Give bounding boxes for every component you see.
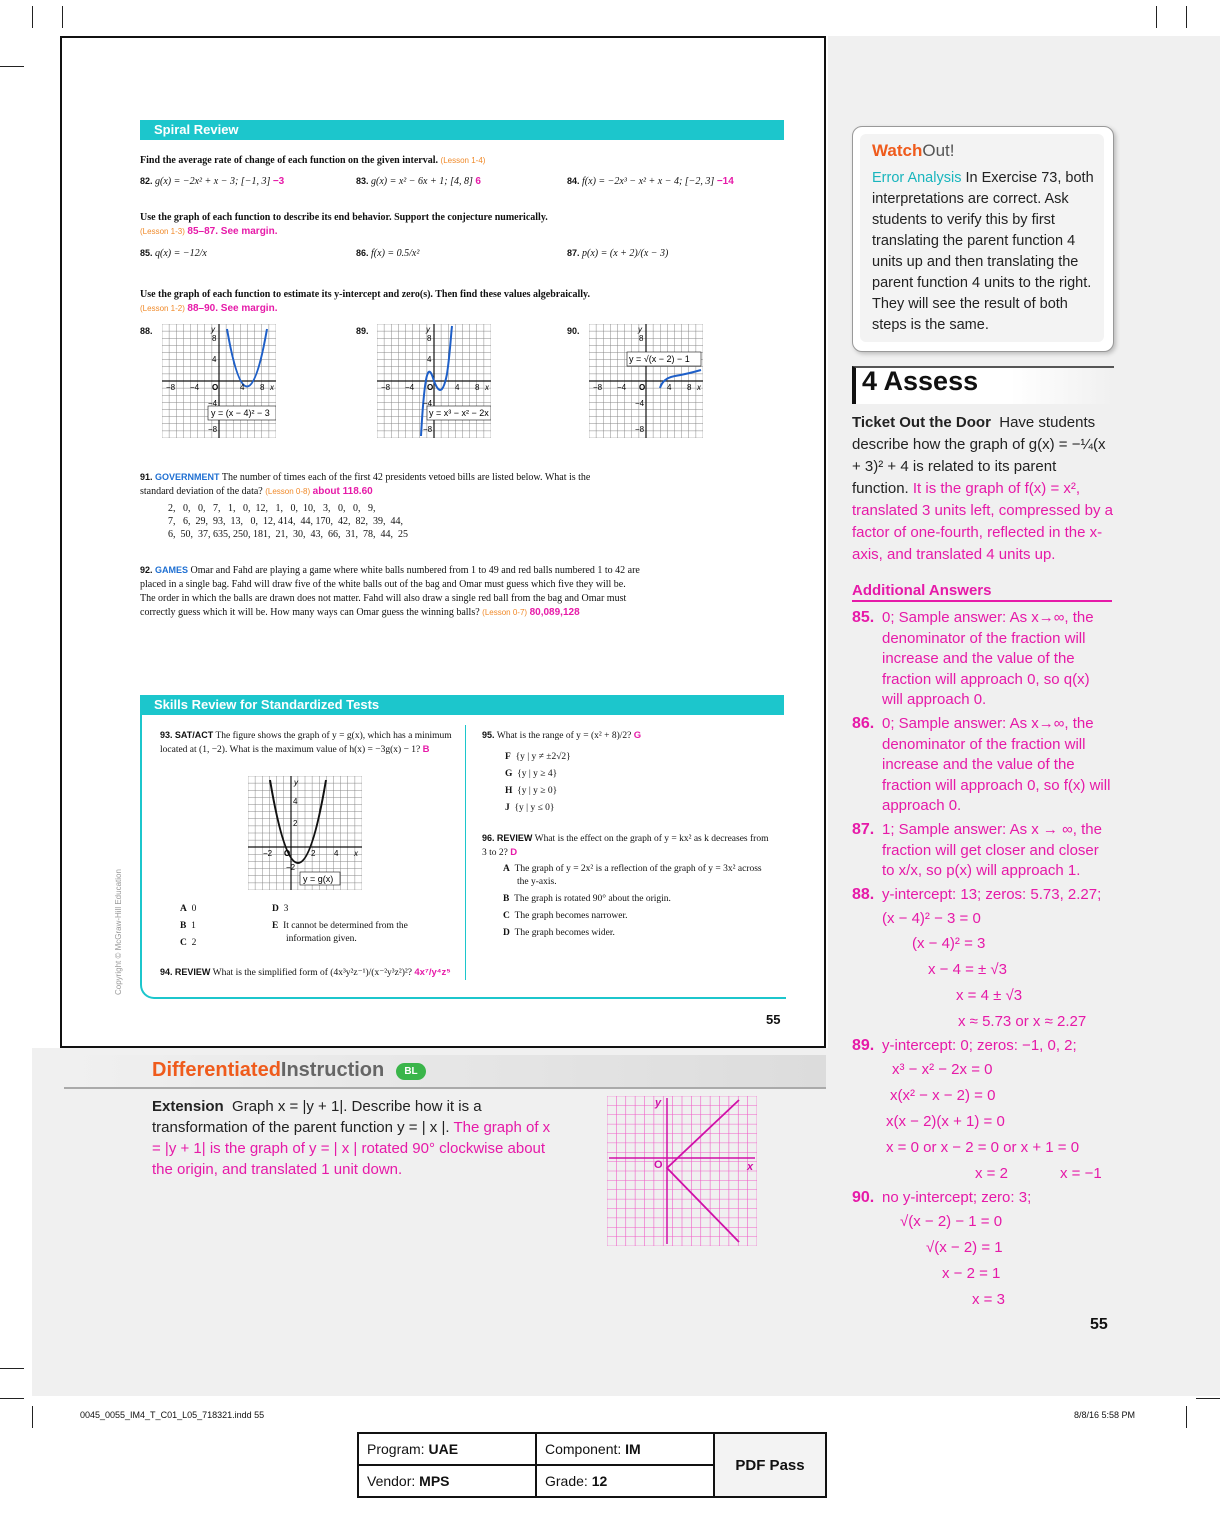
graph-90-number: 90. [567,326,580,336]
production-table [357,1432,827,1498]
choice-c[interactable]: C 2 [180,938,197,948]
problem-83: 83. g(x) = x² − 6x + 1; [4, 8] 6 [356,176,481,187]
column-divider [465,725,466,980]
answer-88: 88. y-intercept: 13; zeros: 5.73, 2.27; [852,886,1102,903]
answer-87: 87. 1; Sample answer: As x → ∞, the fraction will get closer and closer to x/x, so p(x) will approach 1. [852,821,1102,879]
choices-93-left [180,903,270,950]
crop-mark [0,1398,24,1399]
crop-mark [62,6,63,28]
extension-graph [607,1096,757,1246]
svg-text:O: O [427,383,434,392]
answer-89-step-3: x(x − 2)(x + 1) = 0 [886,1113,1005,1130]
graph-93-label: y = g(x) [303,874,334,884]
svg-text:y: y [211,325,215,334]
svg-text:O: O [654,1159,663,1171]
crop-mark [0,1368,24,1369]
problem-91: 91. GOVERNMENT The number of times each of the first 42 presidents vetoed bills are listed below. What is the standard deviation of the data? (Lesson 0-8) about 118.60 [140,472,591,497]
problem-85: 85. q(x) = −12/x [140,248,207,259]
svg-text:−4: −4 [190,383,200,392]
additional-answers-title: Additional Answers [852,582,1112,602]
teacher-page-number: 55 [1090,1316,1108,1333]
svg-text:−8: −8 [381,383,391,392]
svg-text:y: y [426,325,430,334]
pdf-pass-cell: PDF Pass [714,1433,826,1497]
svg-text:x: x [485,383,489,392]
choice-b[interactable]: B 1 [180,921,196,931]
crop-mark [0,66,24,67]
problem-82: 82. g(x) = −2x² + x − 3; [−1, 3] −3 [140,176,285,187]
veto-data-row-1: 2, 0, 0, 7, 1, 0, 12, 1, 0, 10, 3, 0, 0, 9, [168,503,376,514]
svg-text:−8: −8 [593,383,603,392]
svg-text:y: y [294,778,298,787]
grade-cell: Grade: 12 [536,1465,714,1497]
graph-93 [248,776,362,890]
choice-b-96[interactable]: B The graph is rotated 90° about the origin. [503,894,671,904]
svg-text:−2: −2 [263,849,273,858]
crop-mark [32,1406,33,1428]
svg-text:−8: −8 [635,425,645,434]
answer-90-step-1: √(x − 2) − 1 = 0 [900,1213,1003,1230]
problem-87: 87. p(x) = (x + 2)/(x − 3) [567,248,669,259]
answer-90: 90. no y-intercept; zero: 3; [852,1189,1032,1206]
crop-mark [32,6,33,28]
svg-text:4: 4 [427,355,432,364]
problem-96: 96. REVIEW What is the effect on the graph of y = kx² as k decreases from 3 to 2? D [482,833,769,858]
answer-89-step-4: x = 0 or x − 2 = 0 or x + 1 = 0 [886,1139,1080,1156]
crop-mark [1156,6,1157,28]
answer-88-step-1: (x − 4)² − 3 = 0 [882,910,981,927]
program-cell: Program: UAE [358,1433,536,1465]
problem-84: 84. f(x) = −2x³ − x² + x − 4; [−2, 3] −14 [567,176,734,187]
choice-a[interactable]: A 0 [180,904,197,914]
answer-86: 86. 0; Sample answer: As x→∞, the denominator of the fraction will increase and the value of the fraction will approach 0, so f(x) will approach 0. [852,715,1111,814]
svg-text:−4: −4 [405,383,415,392]
file-slug: 0045_0055_IM4_T_C01_L05_718321.indd 55 [80,1410,265,1420]
svg-text:4: 4 [334,849,339,858]
svg-text:8: 8 [427,334,432,343]
spiral-review-title: Spiral Review [154,122,239,137]
choice-e[interactable]: E It cannot be determined from the information given. [272,921,408,944]
answer-85: 85. 0; Sample answer: As x→∞, the denominator of the fraction will increase and the value of the fraction will approach 0, so q(x) will approach 0. [852,609,1094,708]
intro-85-87: Use the graph of each function to describe its end behavior. Support the conjecture numerically. (Lesson 1-3) 85–87. See margin. [140,212,548,237]
crop-mark [1196,1398,1220,1399]
svg-text:−8: −8 [423,425,433,434]
answer-89-step-5a: x = 2 [975,1165,1008,1182]
svg-text:4: 4 [293,797,298,806]
extension-text: Extension Graph x = |y + 1|. Describe how it is a transformation of the parent function y = | x |. The graph of x = |y + 1| is the graph of y = | x | rotated 90° clockwise about the origin, and translated 1 unit down. [152,1098,551,1178]
svg-text:x: x [354,849,358,858]
svg-text:8: 8 [475,383,480,392]
problem-93: 93. SAT/ACT The figure shows the graph of y = g(x), which has a minimum located at (1, −2). What is the maximum value of h(x) = −3g(x) − 1? B [160,730,452,755]
graph-88-label: y = (x − 4)² − 3 [211,408,270,418]
choice-g[interactable]: G {y | y ≥ 4} [505,769,558,779]
svg-text:4: 4 [455,383,460,392]
intro-82-84: Find the average rate of change of each function on the given interval. (Lesson 1-4) [140,155,486,166]
choice-d-96[interactable]: D The graph becomes wider. [503,928,615,938]
svg-text:−4: −4 [617,383,627,392]
choice-h[interactable]: H {y | y ≥ 0} [505,786,558,796]
svg-text:8: 8 [687,383,692,392]
answer-88-step-2: (x − 4)² = 3 [912,935,986,952]
choice-c-96[interactable]: C The graph becomes narrower. [503,911,628,921]
graph-90 [589,324,703,438]
svg-text:−4: −4 [635,399,645,408]
graph-90-label: y = √(x − 2) − 1 [629,354,690,364]
svg-text:8: 8 [260,383,265,392]
svg-text:x: x [747,1161,754,1173]
svg-text:−4: −4 [208,399,218,408]
problem-92: 92. GAMES Omar and Fahd are playing a game where white balls numbered from 1 to 49 and red balls numbered 1 to 42 are placed in a single bag. Fahd will draw five of the white balls out of the bag and Omar must guess which five they will be. The order in which the balls are drawn does not matter. Fahd will also draw a single red ball from the bag and Omar must correctly guess which it will be. How many ways can Omar guess the winning balls? (Lesson 0-7) 80,089,128 [140,565,640,618]
copyright: Copyright © McGraw-Hill Education [114,869,123,995]
answer-89: 89. y-intercept: 0; zeros: −1, 0, 2; [852,1037,1077,1054]
answer-89-step-5b: x = −1 [1060,1165,1102,1182]
answer-88-step-3: x − 4 = ± √3 [928,961,1008,978]
svg-text:−8: −8 [208,425,218,434]
svg-text:x: x [697,383,701,392]
graph-88 [162,324,276,438]
ticket-out-the-door: Ticket Out the Door Have students describe how the graph of g(x) = −¼(x + 3)² + 4 is related to its parent function. It is the graph of f(x) = x², translated 3 units left, compressed by a factor of one-fourth, reflected in the x-axis, and translated 4 units up. [852,414,1113,563]
answer-89-step-1: x³ − x² − 2x = 0 [892,1061,993,1078]
svg-text:O: O [212,383,219,392]
student-page-number: 55 [766,1012,781,1027]
watch-out-title: WatchOut! [872,141,955,160]
vendor-cell: Vendor: MPS [358,1465,536,1497]
choices-96 [503,863,765,940]
svg-text:2: 2 [293,819,298,828]
svg-text:x: x [270,383,274,392]
svg-text:4: 4 [667,383,672,392]
svg-text:y: y [638,325,642,334]
graph-89-number: 89. [356,326,369,336]
spiral-review-bar [140,120,784,140]
intro-88-90: Use the graph of each function to estimate its y-intercept and zero(s). Then find these values algebraically. (Lesson 1-2) 88–90. See margin. [140,289,590,314]
assess-title: 4 Assess [862,366,979,396]
svg-text:−2: −2 [286,863,296,872]
choice-j[interactable]: J {y | y ≤ 0} [505,803,555,813]
answer-90-step-3: x − 2 = 1 [942,1265,1001,1282]
svg-text:8: 8 [639,334,644,343]
svg-text:8: 8 [212,334,217,343]
choices-95 [505,751,785,815]
watch-out-text: Error Analysis In Exercise 73, both interpretations are correct. Ask students to verify this by first translating the parent function 4 units up and then translating the parent function 4 units to the right. They will see the result of both steps is the same. [872,170,1094,333]
veto-data-row-3: 6, 50, 37, 635, 250, 181, 21, 30, 43, 66, 31, 78, 44, 25 [168,529,408,540]
crop-mark [1186,1406,1187,1428]
graph-89 [377,324,491,438]
choices-93-right [272,903,452,946]
bl-badge: BL [396,1063,426,1080]
svg-text:4: 4 [240,383,245,392]
svg-text:O: O [639,383,646,392]
svg-text:O: O [284,849,291,858]
crop-mark [1186,6,1187,28]
answer-90-step-4: x = 3 [972,1291,1005,1308]
problem-94: 94. REVIEW What is the simplified form of (4x³y²z⁻¹)/(x⁻²y³z²)²? 4x⁷/y⁴z⁵ [160,967,451,978]
svg-text:4: 4 [212,355,217,364]
choice-a-96[interactable]: A The graph of y = 2x² is a reflection of the graph of y = 3x² across the y-axis. [503,864,762,887]
answer-90-step-2: √(x − 2) = 1 [926,1239,1003,1256]
differentiated-title: DifferentiatedInstruction [152,1059,385,1081]
choice-d[interactable]: D 3 [272,904,289,914]
svg-text:−4: −4 [423,399,433,408]
skills-review-title: Skills Review for Standardized Tests [154,697,380,712]
svg-text:2: 2 [311,849,316,858]
choice-f[interactable]: F {y | y ≠ ±2√2} [505,752,571,762]
veto-data-row-2: 7, 6, 29, 93, 13, 0, 12, 414, 44, 170, 42, 82, 39, 44, [168,516,403,527]
problem-86: 86. f(x) = 0.5/x² [356,248,420,259]
date-slug: 8/8/16 5:58 PM [1074,1410,1136,1420]
skills-review-bar [140,695,784,715]
problem-95: 95. What is the range of y = (x² + 8)/2? G [482,730,642,741]
component-cell: Component: IM [536,1433,714,1465]
graph-88-number: 88. [140,326,153,336]
answer-88-step-4: x = 4 ± √3 [956,987,1023,1004]
graph-89-label: y = x³ − x² − 2x [429,408,489,418]
svg-text:−8: −8 [166,383,176,392]
answer-89-step-2: x(x² − x − 2) = 0 [890,1087,996,1104]
answer-88-step-5: x ≈ 5.73 or x ≈ 2.27 [958,1013,1087,1030]
svg-text:y: y [655,1097,662,1109]
